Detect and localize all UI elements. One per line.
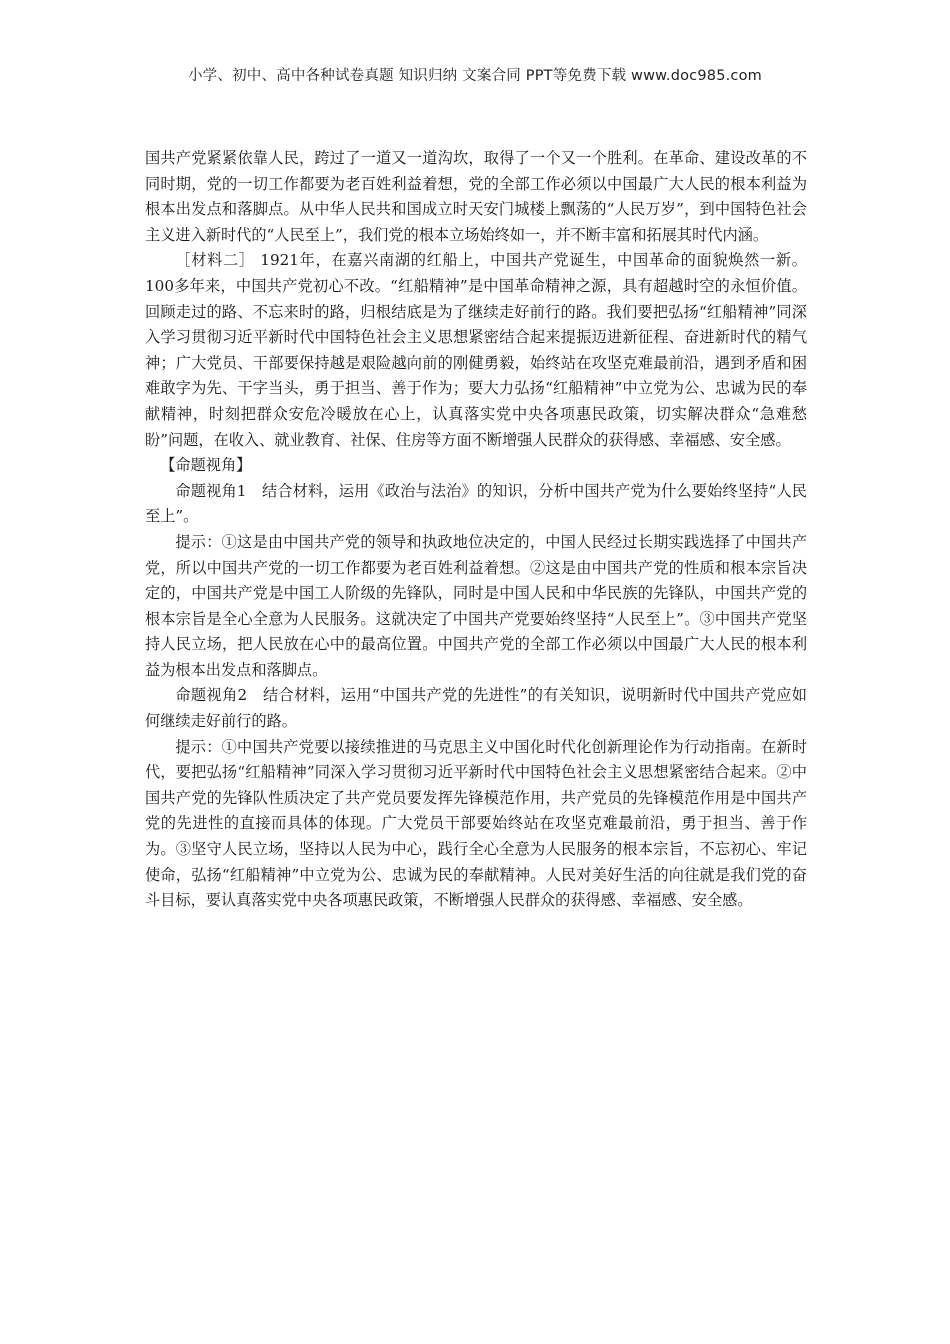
question-1: 命题视角1 结合材料，运用《政治与法治》的知识，分析中国共产党为什么要始终坚持“人民至上”。 [145, 481, 807, 526]
section-heading: 【命题视角】 [160, 456, 252, 475]
answer-1: 提示：①这是由中国共产党的领导和执政地位决定的，中国人民经过长期实践选择了中国共产党，所以中国共产党的一切工作都要为老百姓利益着想。②这是由中国共产党的性质和根本宗旨决定的，中国共产党是中国工人阶级的先锋队，同时是中国人民和中华民族的先锋队，中国共产党的根本宗旨是全心全意为人民服务。这就决定了中国共产党要始终坚持“人民至上”。③中国共产党坚持人民立场，把人民放在心中的最高位置。中国共产党的全部工作必须以中国最广大人民的根本利益为根本出发点和落脚点。 [145, 532, 807, 679]
material-2-paragraph: ［材料二］ 1921年，在嘉兴南湖的红船上，中国共产党诞生，中国革命的面貌焕然一新。100多年来，中国共产党初心不改。“红船精神”是中国革命精神之源，具有超越时空的永恒价值。回顾走过的路、不忘来时的路，归根结底是为了继续走好前行的路。我们要把弘扬“红船精神”同深入学习贯彻习近平新时代中国特色社会主义思想紧密结合起来提振迈进新征程、奋进新时代的精气神；广大党员、干部要保持越是艰险越向前的刚健勇毅，始终站在攻坚克难最前沿，遇到矛盾和困难敢字为先、干字当头，勇于担当、善于作为；要大力弘扬“红船精神”中立党为公、忠诚为民的奉献精神，时刻把群众安危冷暖放在心上，认真落实党中央各项惠民政策，切实解决群众“急难愁盼”问题，在收入、就业教育、社保、住房等方面不断增强人民群众的获得感、幸福感、安全感。 [145, 251, 807, 449]
answer-2: 提示：①中国共产党要以接续推进的马克思主义中国化时代化创新理论作为行动指南。在新时代，要把弘扬“红船精神”同深入学习贯彻习近平新时代中国特色社会主义思想紧密结合起来。②中国共产党的先锋队性质决定了共产党员要发挥先锋模范作用，共产党员的先锋模范作用是中国共产党的先进性的直接而具体的体现。广大党员干部要始终站在攻坚克难最前沿，勇于担当、善于作为。③坚守人民立场，坚持以人民为中心，践行全心全意为人民服务的根本宗旨，不忘初心、牢记使命，弘扬“红船精神”中立党为公、忠诚为民的奉献精神。人民对美好生活的向往就是我们党的奋斗目标，要认真落实党中央各项惠民政策，不断增强人民群众的获得感、幸福感、安全感。 [145, 737, 807, 910]
document-body [145, 146, 807, 914]
question-2: 命题视角2 结合材料，运用“中国共产党的先进性”的有关知识，说明新时代中国共产党应如何继续走好前行的路。 [145, 686, 807, 731]
material-1-continuation: 国共产党紧紧依靠人民，跨过了一道又一道沟坎，取得了一个又一个胜利。在革命、建设改革的不同时期，党的一切工作都要为老百姓利益着想，党的全部工作必须以中国最广大人民的根本利益为根本出发点和落脚点。从中华人民共和国成立时天安门城楼上飘荡的“人民万岁”，到中国特色社会主义进入新时代的“人民至上”，我们党的根本立场始终如一，并不断丰富和拓展其时代内涵。 [145, 149, 807, 244]
page-header: 小学、初中、高中各种试卷真题 知识归纳 文案合同 PPT等免费下载 www.doc985.com [187, 68, 763, 84]
